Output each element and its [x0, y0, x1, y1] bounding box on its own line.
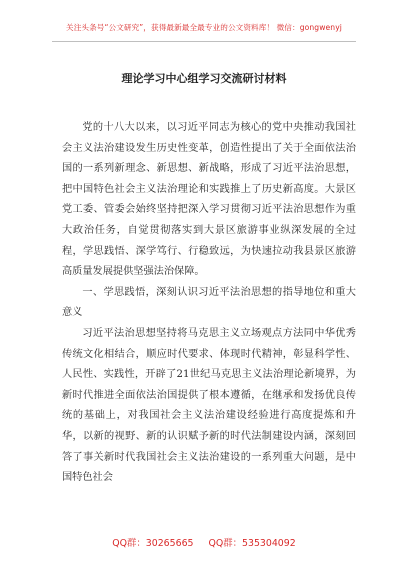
document-title: 理论学习中心组学习交流研讨材料: [121, 72, 287, 85]
footer-qq-group-1: QQ群：30265665: [112, 538, 194, 549]
footer-contact: [0, 535, 408, 549]
document-body: [62, 118, 356, 489]
header-promo-note: 关注头条号“公文研究”，获得最新最全最专业的公文资料库！ 微信：gongwenyj: [66, 23, 342, 32]
section-heading-1: 一、学思践悟，深刻认识习近平法治思想的指导地位和重大意义: [62, 286, 356, 319]
header-divider: [52, 41, 356, 42]
footer-qq-group-2: QQ群：535304092: [208, 538, 296, 549]
paragraph-section-1: 习近平法治思想坚持将马克思主义立场观点方法同中华优秀传统文化相结合，顺应时代要求、体现时代精神，彰显科学性、人民性、实践性，开辟了21世纪马克思主义法治理论新境界，为新时代推进全面依法治国提供了根本遵循，在继承和发扬优良传统的基础上，对我国社会主义法治建设经验进行高度提炼和升华，以新的视野、新的认识赋予新的时代法制建设内涵，深刻回答了事关新时代我国社会主义法治建设的一系列重大问题，是中国特色社会: [62, 327, 356, 484]
paragraph-intro: 党的十八大以来，以习近平同志为核心的党中央推动我国社会主义法治建设发生历史性变革，创造性提出了关于全面依法治国的一系列新理念、新思想、新战略，形成了习近平法治思想，把中国特色社会主义法治理论和实践推上了历史新高度。大景区党工委、管委会始终坚持把深入学习贯彻习近平法治思想作为重大政治任务，自觉贯彻落实到大景区旅游事业纵深发展的全过程，学思践悟、深学笃行、行稳致远，为快速拉动我县景区旅游高质量发展提供坚强法治保障。: [62, 122, 356, 278]
